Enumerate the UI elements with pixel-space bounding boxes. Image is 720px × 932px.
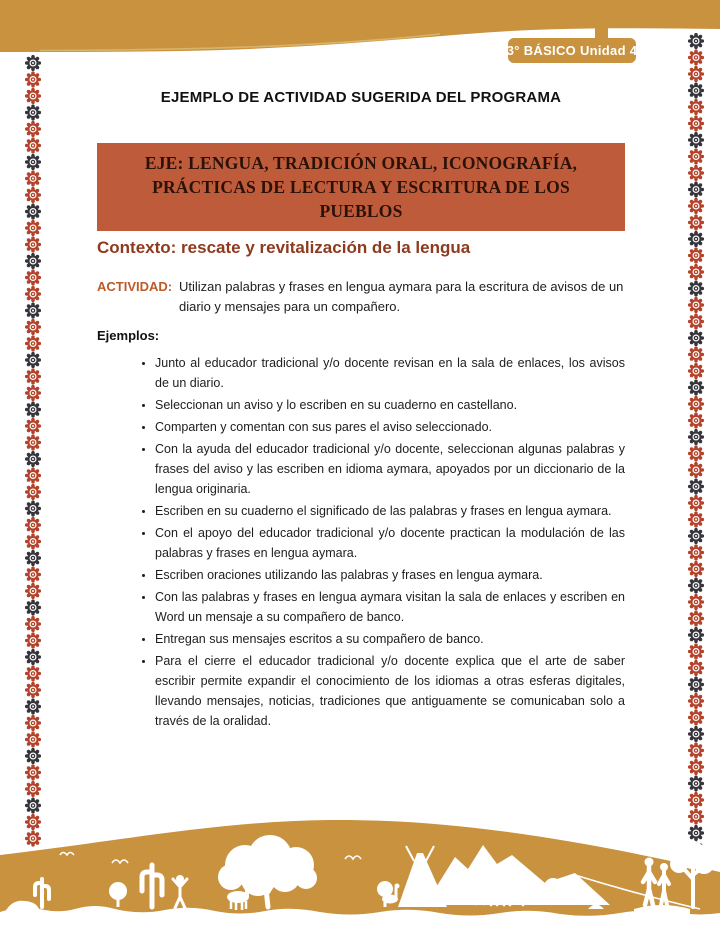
example-item: • Con las palabras y frases en lengua aymara visitan la sala de enlaces y escriben en Word un mensaje a su compañero de banco. — [155, 587, 625, 627]
eje-banner-line1: EJE: LENGUA, TRADICIÓN ORAL, ICONOGRAFÍA, — [144, 153, 578, 173]
context-heading: Contexto: rescate y revitalización de la lengua — [97, 238, 471, 257]
unit-badge: 3° BÁSICO Unidad 4 — [508, 38, 636, 63]
ornament-chain-right — [688, 33, 704, 861]
example-item: • Entregan sus mensajes escritos a su compañero de banco. — [155, 629, 625, 649]
example-item: • Escriben oraciones utilizando las palabras y frases en lengua aymara. — [155, 565, 625, 585]
activity-text: Utilizan palabras y frases en lengua aymara para la escritura de avisos de un diario y mensajes para un compañero. — [179, 279, 624, 314]
page-heading: EJEMPLO DE ACTIVIDAD SUGERIDA DEL PROGRAMA — [160, 89, 562, 106]
examples-heading: Ejemplos: — [97, 328, 160, 343]
example-item: • Para el cierre el educador tradicional y/o docente explica que el arte de saber escribir permite expandir el conocimiento de los idiomas a otras esferas digitales, llevando mensajes, noticias, tradiciones que antiguamente se comunicaban solo a través de la oralidad. — [155, 651, 625, 731]
activity-label: ACTIVIDAD: — [97, 279, 173, 294]
eje-banner — [97, 143, 625, 231]
ornament-chain-left — [25, 55, 41, 847]
example-item: • Escriben en su cuaderno el significado de las palabras y frases en lengua aymara. — [155, 501, 625, 521]
example-item: • Seleccionan un aviso y lo escriben en su cuaderno en castellano. — [155, 395, 625, 415]
content-area — [97, 88, 625, 733]
example-item: • Con la ayuda del educador tradicional y/o docente, seleccionan algunas palabras y frases del aviso y las escriben en idioma aymara, apoyados por un diccionario de la lengua originaria. — [155, 439, 625, 499]
bottom-band-graphic — [0, 817, 720, 932]
examples-list — [97, 353, 625, 731]
activity-block — [97, 277, 625, 317]
example-item: • Comparten y comentan con sus pares el aviso seleccionado. — [155, 417, 625, 437]
eje-banner-line2: PRÁCTICAS DE LECTURA Y ESCRITURA DE LOS PUEBLOS — [152, 177, 570, 221]
example-item: • Con el apoyo del educador tradicional y/o docente practican la modulación de las palabras y frases en lengua aymara. — [155, 523, 625, 563]
example-item: • Junto al educador tradicional y/o docente revisan en la sala de enlaces, los avisos de un diario. — [155, 353, 625, 393]
